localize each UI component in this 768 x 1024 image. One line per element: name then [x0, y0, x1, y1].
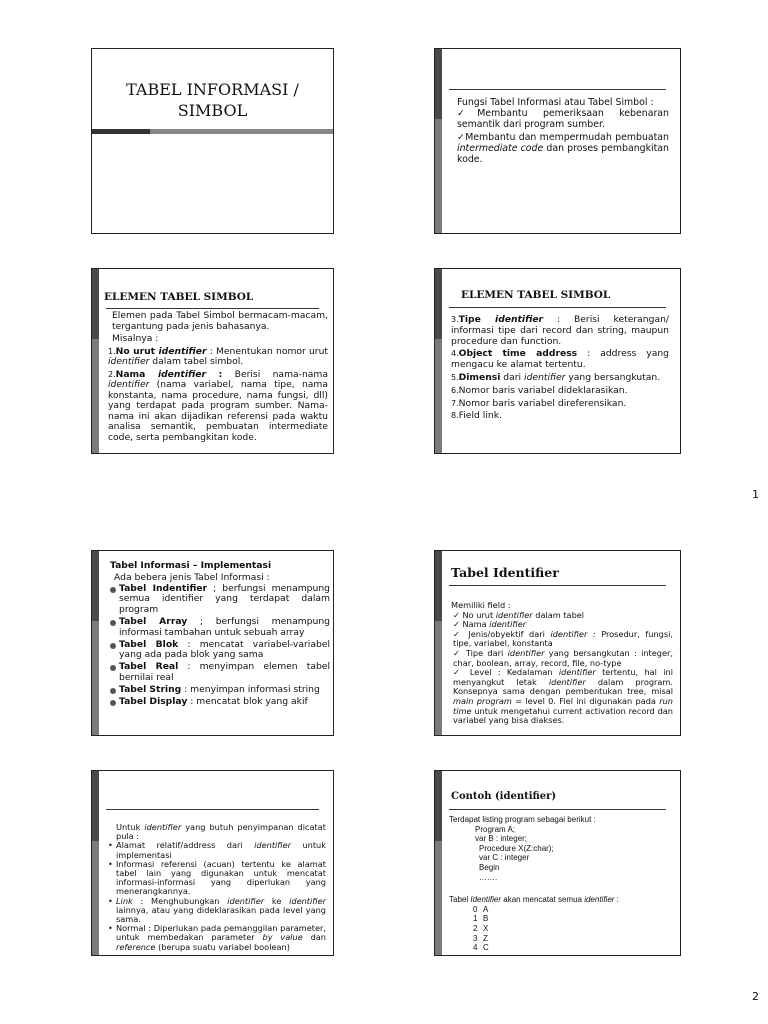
item-bold: Nama	[115, 368, 158, 380]
intro-text: Untuk	[116, 822, 145, 832]
elemen-item-3	[451, 315, 669, 347]
field-text: Level : Kedalaman	[469, 667, 559, 678]
slide-heading: ELEMEN TABEL SIMBOL	[104, 291, 254, 303]
slide-heading: Tabel Informasi – Implementasi	[110, 560, 272, 571]
item-italic: identifier	[524, 371, 566, 383]
code-line: var B : integer;	[475, 834, 528, 844]
field-2: ✓ Nama identifier	[453, 619, 527, 630]
field-text: Jenis/obyektif dari	[468, 628, 551, 639]
elemen-body	[451, 315, 669, 422]
identifier-table	[449, 905, 675, 953]
title-bar-grey	[150, 129, 334, 134]
item-italic: identifier	[108, 356, 150, 367]
table-intro-text: akan mencatat semua	[501, 895, 585, 905]
bullet-icon	[110, 665, 116, 671]
slide-implementasi	[91, 550, 334, 736]
bullet-icon	[110, 700, 116, 706]
row-number: 1	[473, 914, 478, 924]
item-bold-italic: identifier	[495, 314, 544, 325]
fungsi-intro: Fungsi Tabel Informasi atau Tabel Simbol :	[457, 97, 654, 108]
implementasi-item-text	[119, 697, 308, 708]
item-italic: identifier	[227, 895, 265, 906]
item-italic: Link	[116, 895, 133, 906]
item-text: lainnya, atau yang dideklarasikan pada level yang sama.	[116, 904, 326, 925]
item-rest: : menyimpan elemen tabel bernilai real	[119, 661, 330, 683]
implementasi-list	[110, 584, 330, 708]
elemen-item-7	[451, 399, 669, 410]
item-number: 1.	[108, 346, 116, 356]
field-italic: identifier	[558, 667, 596, 678]
item-text: Normal : Diperlukan pada pemanggilan parameter, untuk membedakan parameter	[116, 923, 326, 943]
item-text: Field link.	[458, 410, 502, 422]
item-italic: reference	[116, 941, 156, 952]
slide-heading: Contoh (identifier)	[451, 791, 557, 802]
page-number: 1	[752, 488, 759, 501]
item-rest: Berisi nama-nama	[222, 368, 328, 380]
field-italic: identifier	[507, 647, 545, 658]
item-rest: : menyimpan informasi string	[181, 683, 320, 695]
code-line: Program A;	[475, 824, 516, 834]
item-text: ke	[264, 895, 290, 906]
code-line: …….	[479, 872, 498, 882]
slide-fungsi	[434, 48, 681, 234]
item-italic: identifier	[108, 379, 150, 390]
table-row	[449, 914, 675, 924]
item-text: Nomor baris variabel dideklarasikan.	[458, 384, 628, 396]
intro-text: yang butuh penyimpanan dicatat pula :	[116, 822, 326, 842]
elemen-intro: Elemen pada Tabel Simbol bermacam-macam, tergantung pada jenis bahasanya.	[112, 310, 328, 332]
implementasi-item	[110, 640, 330, 662]
item-italic: identifier	[254, 840, 292, 851]
item-text: untuk implementasi	[116, 840, 326, 860]
field-text: Tipe dari	[465, 647, 508, 658]
accent-bar-dark	[435, 551, 442, 621]
elemen-item-8	[451, 411, 669, 422]
field-text: Prosedur, fungsi, tipe, variabel, konstanta	[453, 628, 673, 649]
fungsi-list	[457, 97, 669, 165]
field-italic: identifier	[548, 676, 586, 687]
item-text: dan	[302, 932, 326, 943]
field-1: ✓ No urut identifier dalam tabel	[453, 609, 585, 620]
item-bold: Tabel Display	[119, 695, 188, 707]
field-italic: run time	[453, 695, 673, 716]
item-end: yang bersangkutan.	[565, 371, 661, 383]
accent-bar-dark	[92, 551, 99, 621]
elemen-item-4	[451, 349, 669, 371]
implementasi-item	[110, 617, 330, 639]
header-rule	[449, 585, 666, 586]
table-intro-text: Tabel	[449, 895, 471, 905]
field-text: tertentu, hal ini menyangkut letak	[453, 667, 673, 687]
tabel-identifier-body	[451, 601, 673, 726]
field-5: ✓ Level : Kedalaman identifier tertentu, hal ini menyangkut letak identifier dalam program. Konsepnya sama dengan pembentukan tree, misal main program = level 0. Fiel ini digunakan pada run time untuk mengetahui current activation record dan variabel yang bisa diakses.	[453, 667, 673, 726]
penyimpanan-body	[108, 823, 326, 952]
bullet-icon	[110, 643, 116, 649]
fungsi-item-2: ✓Membantu dan mempermudah pembuatan intermediate code dan proses pembangkitan kode.	[457, 132, 669, 165]
table-intro-italic: Identifier	[470, 895, 502, 905]
fungsi-item-2-text-c: dan proses pembangkitan kode.	[457, 143, 669, 165]
title-line-1: TABEL INFORMASI /	[126, 80, 299, 99]
row-number: 2	[473, 923, 478, 933]
item-bold-italic: identifier	[158, 345, 207, 357]
item-text: (berupa suatu variabel boolean)	[155, 941, 290, 952]
accent-bar-dark	[92, 269, 99, 339]
field-text: dalam tabel	[532, 609, 585, 620]
penyimpanan-item-2: • Informasi referensi (acuan) tertentu ke alamat tabel lain yang digunakan untuk mencatat informasi-informasi yang diperlukan yang menerangkannya.	[108, 858, 326, 897]
elemen-item-1	[108, 347, 328, 368]
item-italic: by value	[262, 932, 303, 943]
slide-elemen-2	[434, 268, 681, 454]
field-text: yang bersangkutan : integer, char, boolean, array, record, file, no-type	[453, 647, 674, 668]
fungsi-item-1: ✓Membantu pemeriksaan kebenaran semantik dari program sumber.	[457, 108, 669, 130]
contoh-body	[449, 815, 675, 953]
item-rest: : address yang mengacu ke alamat tertentu.	[451, 348, 669, 371]
accent-bar-dark	[435, 771, 442, 841]
elemen-item-5	[451, 373, 669, 384]
item-rest: : Berisi keterangan/ informasi tipe dari record dan string, maupun procedure dan function.	[451, 314, 669, 347]
item-bold-italic: identifier	[157, 368, 206, 380]
penyimpanan-item-3: • Link : Menghubungkan identifier ke identifier lainnya, atau yang dideklarasikan pada level yang sama.	[108, 895, 326, 925]
item-text: Nomor baris variabel direferensikan.	[458, 397, 627, 409]
item-bold: Dimensi	[458, 371, 501, 383]
item-bold: Object time address	[458, 348, 578, 360]
row-value: B	[483, 914, 489, 924]
page-number: 2	[752, 990, 759, 1003]
accent-bar-dark	[435, 49, 442, 119]
fungsi-item-1-text: Membantu pemeriksaan kebenaran semantik dari program sumber.	[457, 108, 669, 130]
penyimpanan-item-1: • Alamat relatif/address dari identifier untuk implementasi	[108, 840, 326, 860]
field-3: ✓ Jenis/obyektif dari identifier : Prosedur, fungsi, tipe, variabel, konstanta	[453, 628, 673, 649]
item-text: Informasi referensi (acuan) tertentu ke alamat tabel lain yang digunakan untuk mencatat informasi-informasi yang diperlukan yang menerangkannya.	[116, 858, 326, 897]
item-text: Alamat relatif/address dari	[116, 840, 255, 851]
item-bold: Tabel Array	[119, 615, 188, 627]
field-italic: identifier	[495, 609, 533, 620]
implementasi-intro: Ada bebera jenis Tabel Informasi :	[114, 571, 270, 583]
field-italic: identifier :	[550, 628, 596, 639]
item-bold: Tabel Blok	[119, 638, 179, 650]
table-row	[449, 924, 675, 934]
table-intro	[449, 895, 675, 905]
slide-contoh	[434, 770, 681, 956]
item-number: 8.	[451, 411, 459, 421]
row-value: A	[483, 904, 489, 914]
item-number: 5.	[451, 372, 459, 382]
row-value: X	[483, 923, 489, 933]
slide-penyimpanan	[91, 770, 334, 956]
table-row	[449, 905, 675, 915]
item-rest: ; berfungsi menampung semua identifier yang terdapat dalam program	[119, 582, 330, 616]
table-row	[449, 934, 675, 944]
code-listing	[449, 825, 675, 883]
header-rule	[449, 809, 666, 810]
item-italic: identifier	[289, 895, 326, 906]
item-colon: :	[205, 368, 223, 380]
row-number: 3	[473, 933, 478, 943]
fungsi-item-2-text-b: intermediate code	[457, 143, 544, 154]
item-bold: No urut	[115, 345, 159, 357]
item-end: dalam tabel simbol.	[149, 356, 244, 367]
item-number: 2.	[108, 369, 116, 379]
table-intro-italic: identifier	[584, 895, 615, 905]
fields-intro: Memiliki field :	[451, 600, 511, 610]
item-rest: : mencatat blok yang akif	[187, 695, 308, 707]
accent-bar-dark	[435, 269, 442, 339]
row-value: Z	[483, 933, 488, 943]
bullet-icon	[110, 620, 116, 626]
header-rule	[106, 308, 319, 309]
accent-bar-dark	[92, 771, 99, 841]
penyimpanan-item-4: • Normal : Diperlukan pada pemanggilan parameter, untuk membedakan parameter by value dan reference (berupa suatu variabel boolean)	[108, 923, 326, 952]
field-4: ✓ Tipe dari identifier yang bersangkutan : integer, char, boolean, array, record, file, no-type	[453, 647, 674, 668]
item-number: 7.	[451, 398, 459, 408]
item-bold: Tipe	[458, 314, 496, 325]
field-text: untuk mengetahui current activation record dan variabel yang bisa diakses.	[453, 705, 673, 726]
elemen-body	[108, 311, 328, 443]
slide-heading: Tabel Identifier	[451, 565, 559, 580]
field-text: Nama	[462, 619, 490, 630]
item-text: : Menghubungkan	[132, 895, 228, 906]
implementasi-item	[110, 685, 330, 696]
code-line: Begin	[479, 862, 500, 872]
slide-title-text	[92, 79, 333, 121]
field-italic: identifier	[489, 619, 527, 630]
implementasi-item-text	[119, 685, 320, 696]
header-rule	[106, 809, 319, 810]
code-line: var C : integer	[479, 853, 530, 863]
item-rest: dari	[500, 371, 525, 383]
title-bar-dark	[92, 129, 150, 134]
elemen-misalnya: Misalnya :	[112, 333, 159, 344]
row-number: 0	[473, 904, 478, 914]
field-text: = level 0. Fiel ini digunakan pada	[511, 695, 660, 706]
item-end: (nama variabel, nama tipe, nama konstanta, nama procedure, nama fungsi, dll) yang terdapat pada program sumber. Nama-nama ini akan dijadikan referensi pada waktu analisa semantik, pembuatan intermediate code, serta pembangkitan kode.	[108, 379, 328, 443]
implementasi-item-text	[119, 640, 330, 662]
bullet-icon	[110, 688, 116, 694]
field-italic: main program	[453, 695, 512, 706]
slide-elemen-1	[91, 268, 334, 454]
implementasi-item	[110, 662, 330, 684]
implementasi-item-text	[119, 617, 330, 639]
row-value: C	[483, 943, 489, 953]
slide-title	[91, 48, 334, 234]
item-number: 6.	[451, 385, 459, 395]
implementasi-item-text	[119, 662, 330, 684]
implementasi-body	[110, 561, 330, 708]
contoh-intro: Terdapat listing program sebagai berikut :	[449, 815, 596, 824]
row-number: 4	[473, 943, 478, 953]
implementasi-item	[110, 584, 330, 616]
table-intro-text: :	[614, 895, 619, 905]
table-row	[449, 943, 675, 953]
penyimpanan-intro	[108, 823, 326, 841]
header-rule	[449, 89, 666, 90]
slide-tabel-identifier	[434, 550, 681, 736]
bullet-icon	[110, 587, 116, 593]
implementasi-item-text	[119, 584, 330, 616]
slide-heading: ELEMEN TABEL SIMBOL	[461, 289, 611, 301]
item-bold: Tabel Indentifier	[119, 582, 208, 594]
item-rest: ; berfungsi menampung informasi tambahan untuk sebuah array	[119, 615, 330, 638]
intro-italic: identifier	[144, 822, 182, 832]
code-line: Procedure X(Z:char);	[479, 843, 554, 853]
fungsi-item-2-text-a: Membantu dan mempermudah pembuatan	[465, 132, 669, 143]
item-number: 3.	[451, 315, 459, 324]
item-bold: Tabel Real	[119, 661, 179, 673]
elemen-item-2	[108, 370, 328, 444]
field-text: No urut	[462, 609, 496, 620]
elemen-item-6	[451, 386, 669, 397]
implementasi-item	[110, 697, 330, 708]
item-bold: Tabel String	[119, 683, 182, 695]
item-number: 4.	[451, 349, 459, 359]
header-rule	[449, 307, 666, 308]
title-line-2: SIMBOL	[177, 101, 248, 120]
item-rest: : Menentukan nomor urut	[206, 345, 328, 357]
field-text: dalam program. Konsepnya sama dengan pembentukan tree, misal	[453, 676, 673, 697]
item-rest: : mencatat variabel-variabel yang ada pada blok yang sama	[119, 638, 330, 661]
